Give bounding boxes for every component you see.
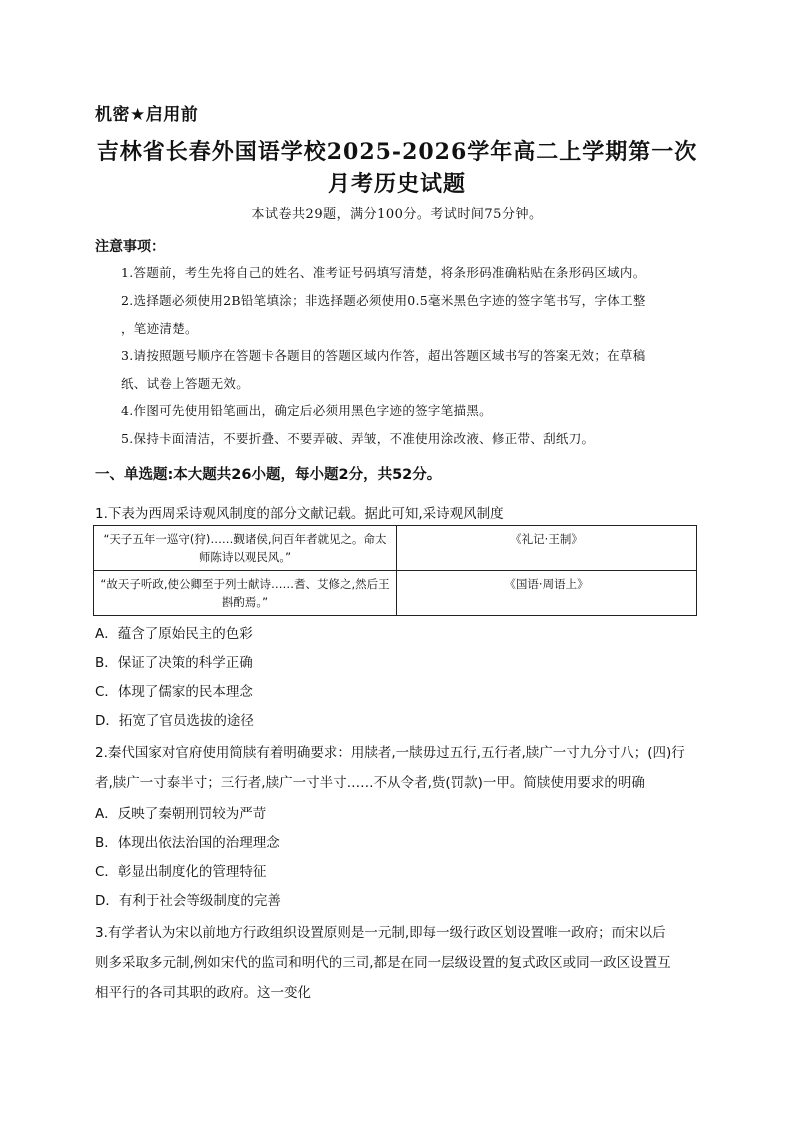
notice-item-3-line2: 纸、试卷上答题无效。 [121,376,250,391]
question-1-option-d[interactable]: D．拓宽了官员选拔的途径 [95,713,254,729]
question-3-stem-line1: 3.有学者认为宋以前地方行政组织设置原则是一元制,即每一级行政区划设置唯一政府；而宋以后 [95,925,666,941]
question-2-stem-line2: 者,牍广一寸泰半寸；三行者,牍广一寸半寸……不从令者,赀(罚款)一甲。简牍使用要求的明确 [95,775,645,791]
notice-item-2-line1: 2.选择题必须使用2B铅笔填涂；非选择题必须使用0.5毫米黑色字迹的签字笔书写，字体工整 [121,293,646,308]
question-2-option-c[interactable]: C．彰显出制度化的管理特征 [95,864,267,880]
section-heading-single-choice: 一、单选题:本大题共26小题，每小题2分，共52分。 [95,467,442,483]
notice-heading: 注意事项： [95,239,165,255]
notice-item-1-line1: 1.答题前，考生先将自己的姓名、准考证号码填写清楚，将条形码准确粘贴在条形码区域内。 [121,265,646,280]
notice-item-4-line1: 4.作图可先使用铅笔画出，确定后必须用黑色字迹的签字笔描黑。 [121,403,492,418]
table-cell-source: 《礼记·王制》 [397,526,697,571]
question-3-stem [95,918,700,1008]
question-2-stem-line1: 2.秦代国家对官府使用简牍有着明确要求：用牍者,一牍毋过五行,五行者,牍广一寸九分寸八；(四)行 [95,745,685,761]
notice-item-3 [95,342,700,398]
notice-item-2-line2: ，笔迹清楚。 [121,321,198,336]
notice-item-3-line1: 3.请按照题号顺序在答题卡各题目的答题区域内作答，超出答题区域书写的答案无效；在草稿 [121,348,646,363]
question-1-source-table [93,525,697,616]
question-2-option-d[interactable]: D．有利于社会等级制度的完善 [95,893,281,909]
question-3-stem-line2: 则多采取多元制,例如宋代的监司和明代的三司,都是在同一层级设置的复式政区或同一政区设置互 [95,955,671,971]
notice-item-4 [95,397,700,425]
question-1-option-c[interactable]: C．体现了儒家的民本理念 [95,684,253,700]
exam-title-line1: 吉林省长春外国语学校2025-2026学年高二上学期第一次 [96,139,698,165]
notice-item-5-line1: 5.保持卡面清洁，不要折叠、不要弄破、弄皱，不准使用涂改液、修正带、刮纸刀。 [121,431,595,446]
notice-item-2 [95,287,700,343]
table-row [94,526,697,571]
question-3-stem-line3: 相平行的各司其职的政府。这一变化 [95,985,311,1001]
notice-item-5 [95,425,700,453]
table-cell-quote: “故天子听政,使公卿至于列士献诗……耆、艾修之,然后王斟酌焉。” [94,571,397,616]
question-1-stem: 1.下表为西周采诗观风制度的部分文献记载。据此可知,采诗观风制度 [95,506,504,522]
exam-info: 本试卷共29题，满分100分。考试时间75分钟。 [251,207,543,222]
confidential-label: 机密★启用前 [95,105,199,125]
question-1-option-b[interactable]: B．保证了决策的科学正确 [95,655,253,671]
table-cell-quote: “天子五年一巡守(狩)……觐诸侯,问百年者就见之。命太师陈诗以观民风。” [94,526,397,571]
question-2-stem [95,738,700,798]
question-2-option-a[interactable]: A．反映了秦朝刑罚较为严苛 [95,806,267,822]
notice-item-1 [95,259,700,287]
question-1-option-a[interactable]: A．蕴含了原始民主的色彩 [95,626,253,642]
table-row [94,571,697,616]
exam-title-line2: 月考历史试题 [327,171,466,197]
question-2-option-b[interactable]: B．体现出依法治国的治理理念 [95,835,280,851]
table-cell-source: 《国语·周语上》 [397,571,697,616]
